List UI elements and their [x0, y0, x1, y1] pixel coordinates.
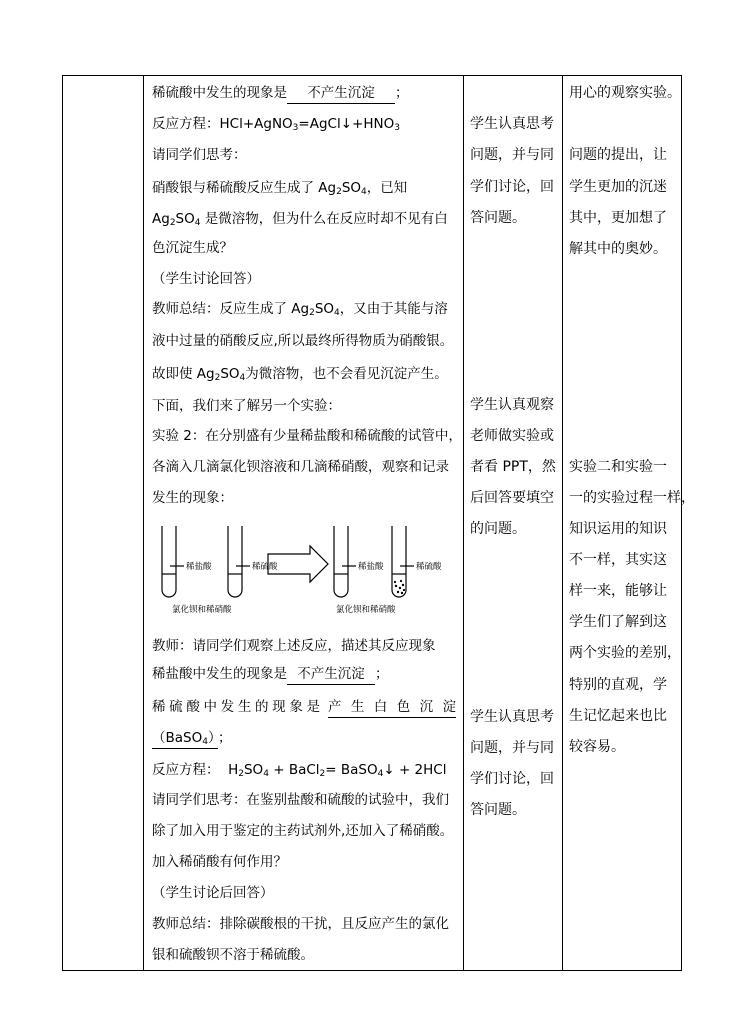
- intent-line: 学生们了解到这: [569, 614, 667, 630]
- test-tube: [162, 526, 176, 597]
- answer-blank: 产生白色沉淀: [328, 697, 456, 718]
- test-tube: [228, 526, 242, 597]
- text-line: 下面，我们来了解另一个实验：: [152, 398, 341, 414]
- intent-line: 用心的观察实验。: [569, 85, 681, 101]
- text-line: 故即使 $Ag_2SO_4$为微溶物，也不会看见沉淀产生。: [152, 366, 448, 383]
- answer-blank: 不产生沉淀: [287, 664, 375, 685]
- test-tube: [334, 526, 348, 597]
- column-divider: [143, 76, 144, 970]
- intent-line: 样一来，能够让: [569, 583, 667, 599]
- tube-label: 稀硫酸: [416, 562, 442, 572]
- intent-line: 生记忆起来也比: [569, 708, 667, 724]
- tube-label: 稀盐酸: [186, 562, 212, 572]
- text-line: 教师总结：反应生成了 $Ag_2SO_4$，又由于其能与溶: [152, 301, 448, 318]
- answer-blank: 不产生沉淀: [287, 83, 395, 104]
- text-line: （BaSO$_4$）；: [152, 730, 232, 747]
- reagent-label: 氯化钡和稀硝酸: [172, 605, 232, 615]
- text-line: 加入稀硝酸有何作用？: [152, 854, 287, 870]
- student-activity-line: 的问题。: [470, 521, 526, 537]
- text-line: 请同学们思考：: [152, 147, 247, 163]
- intent-line: 知识运用的知识: [569, 521, 667, 537]
- test-tube-diagram: [150, 522, 460, 618]
- text-line: 教师总结：排除碳酸根的干扰，且反应产生的氯化: [152, 916, 449, 932]
- intent-line: 一的实验过程一样，: [569, 490, 695, 506]
- student-activity-line: 答问题。: [470, 802, 526, 818]
- student-activity-line: 问题，并与同: [470, 147, 554, 163]
- student-activity-line: 后回答要填空: [470, 490, 554, 506]
- intent-line: 其中，更加想了: [569, 210, 667, 226]
- text-line: 稀硫酸中发生的现象是 不产生沉淀 ；: [152, 83, 409, 104]
- intent-line: 特别的直观，学: [569, 677, 667, 693]
- student-activity-line: 学生认真思考: [470, 709, 554, 725]
- text-line: 银和硫酸钡不溶于稀硫酸。: [152, 947, 314, 963]
- text-line: 请同学们思考：在鉴别盐酸和硫酸的试验中，我们: [152, 792, 449, 808]
- intent-line: 不一样，其实这: [569, 552, 667, 568]
- student-activity-line: 学生认真观察: [470, 397, 554, 413]
- student-activity-line: 学生认真思考: [470, 116, 554, 132]
- text-line: 稀盐酸中发生的现象是 不产生沉淀 ；: [152, 664, 389, 685]
- text-line: $Ag_2SO_4$ 是微溶物，但为什么在反应时却不见有白: [152, 211, 448, 228]
- tube-label: 稀盐酸: [358, 562, 384, 572]
- column-divider: [562, 76, 563, 970]
- intent-line: 两个实验的差别，: [569, 645, 681, 661]
- answer-blank: （BaSO$_4$）: [152, 730, 222, 747]
- text-line: 色沉淀生成？: [152, 240, 233, 256]
- student-activity-line: 学们讨论，回: [470, 179, 554, 195]
- intent-line: 学生更加的沉迷: [569, 179, 667, 195]
- text-line: 液中过量的硝酸反应,所以最终所得物质为硝酸银。: [152, 333, 454, 349]
- student-activity-line: 学们讨论，回: [470, 771, 554, 787]
- text-line: 硝酸银与稀硫酸反应生成了 $Ag_2SO_4$，已知: [152, 180, 408, 197]
- precipitate: [394, 580, 405, 594]
- intent-line: 问题的提出，让: [569, 147, 667, 163]
- equation-line: 反应方程： $H_2SO_4$ + BaCl$_2$= BaSO$_4$↓ + 2HCl: [152, 762, 447, 779]
- equation-line: 反应方程：$HCl+AgNO_3=AgCl↓+HNO_3$: [152, 116, 400, 133]
- text-line: 实验 2：在分别盛有少量稀盐酸和稀硫酸的试管中，: [152, 428, 462, 444]
- text-line: 稀硫酸中发生的现象是 产生白色沉淀: [152, 697, 456, 718]
- reagent-label: 氯化钡和稀硝酸: [336, 605, 396, 615]
- intent-line: 实验二和实验一: [569, 459, 667, 475]
- tube-label: 稀硫酸: [252, 562, 278, 572]
- text-line: 除了加入用于鉴定的主药试剂外,还加入了稀硝酸。: [152, 823, 454, 839]
- text-line: （学生讨论后回答）: [152, 885, 274, 901]
- text-line: 发生的现象：: [152, 490, 233, 506]
- text-line: （学生讨论回答）: [152, 271, 260, 287]
- text-line: 教师：请同学们观察上述反应，描述其反应现象: [152, 638, 436, 654]
- text-line: 各滴入几滴氯化钡溶液和几滴稀硝酸，观察和记录: [152, 459, 449, 475]
- test-tube: [392, 526, 406, 597]
- column-divider: [463, 76, 464, 970]
- student-activity-line: 者看 PPT，然: [470, 459, 556, 475]
- intent-line: 较容易。: [569, 739, 625, 755]
- student-activity-line: 老师做实验或: [470, 428, 554, 444]
- intent-line: 解其中的奥妙。: [569, 241, 667, 257]
- student-activity-line: 问题，并与同: [470, 740, 554, 756]
- student-activity-line: 答问题。: [470, 210, 526, 226]
